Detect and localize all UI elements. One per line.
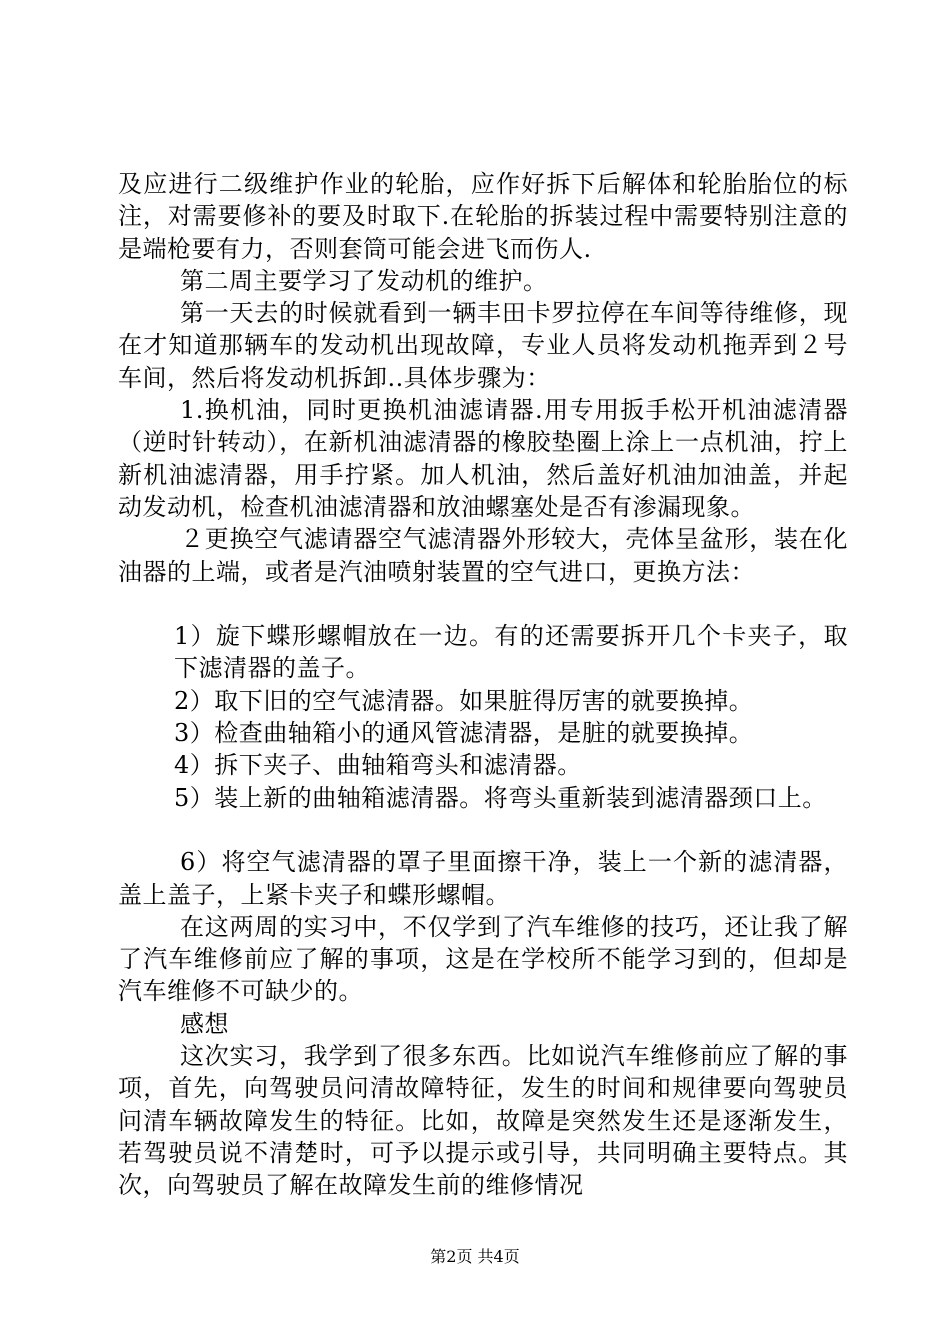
list-item-air-filter-6: 6）将空气滤清器的罩子里面擦干净，装上一个新的滤清器，盖上盖子，上紧卡夹子和蝶形螺帽。 bbox=[118, 848, 848, 909]
paragraph-step-oil-change: 1.换机油，同时更换机油滤请器.用专用扳手松开机油滤清器（逆时针转动），在新机油滤清器的橡胶垫圈上涂上一点机油，拧上新机油滤清器，用手拧紧。加人机油，然后盖好机油加油盖，并起动发动机，检查机油滤清器和放油螺塞处是否有渗漏现象。 bbox=[118, 396, 848, 521]
document-body bbox=[118, 168, 848, 1202]
paragraph-week-two-intro: 第二周主要学习了发动机的维护。 bbox=[180, 266, 548, 295]
paragraph-step-air-filter: ２更换空气滤请器空气滤清器外形较大，壳体呈盆形，装在化油器的上端，或者是汽油喷射装置的空气进口，更换方法： bbox=[118, 525, 848, 586]
list-item-air-filter-1: 1）旋下蝶形螺帽放在一边。有的还需要拆开几个卡夹子，取下滤清器的盖子。 bbox=[174, 622, 848, 683]
paragraph-engine-repair-story: 第一天去的时候就看到一辆丰田卡罗拉停在车间等待维修，现在才知道那辆车的发动机出现故障，专业人员将发动机拖弄到２号车间，然后将发动机拆卸..具体步骤为： bbox=[118, 299, 848, 392]
paragraph-tire-maintenance: 及应进行二级维护作业的轮胎，应作好拆下后解体和轮胎胎位的标注，对需要修补的要及时取下.在轮胎的拆装过程中需要特别注意的是端枪要有力，否则套筒可能会进飞而伤人. bbox=[118, 170, 848, 263]
section-heading-reflections: 感想 bbox=[180, 1009, 229, 1038]
blank-line bbox=[118, 814, 848, 846]
blank-line bbox=[118, 588, 848, 620]
paragraph-reflections: 这次实习，我学到了很多东西。比如说汽车维修前应了解的事项，首先，向驾驶员问清故障特征，发生的时间和规律要向驾驶员问清车辆故障发生的特征。比如，故障是突然发生还是逐渐发生，若驾驶员说不清楚时，可予以提示或引导，共同明确主要特点。其次，向驾驶员了解在故障发生前的维修情况 bbox=[118, 1042, 848, 1200]
list-item-air-filter-5: 5）装上新的曲轴箱滤清器。将弯头重新装到滤清器颈口上。 bbox=[174, 783, 827, 812]
list-item-air-filter-3: 3）检查曲轴箱小的通风管滤清器，是脏的就要换掉。 bbox=[174, 719, 754, 748]
page-footer: 第2页 共4页 bbox=[430, 1247, 520, 1266]
list-item-air-filter-4: 4）拆下夹子、曲轴箱弯头和滤清器。 bbox=[174, 751, 582, 780]
list-item-air-filter-2: 2）取下旧的空气滤清器。如果脏得厉害的就要换掉。 bbox=[174, 686, 754, 715]
paragraph-two-week-summary: 在这两周的实习中，不仅学到了汽车维修的技巧，还让我了解了汽车维修前应了解的事项，这是在学校所不能学习到的，但却是汽车维修不可缺少的。 bbox=[118, 912, 848, 1006]
